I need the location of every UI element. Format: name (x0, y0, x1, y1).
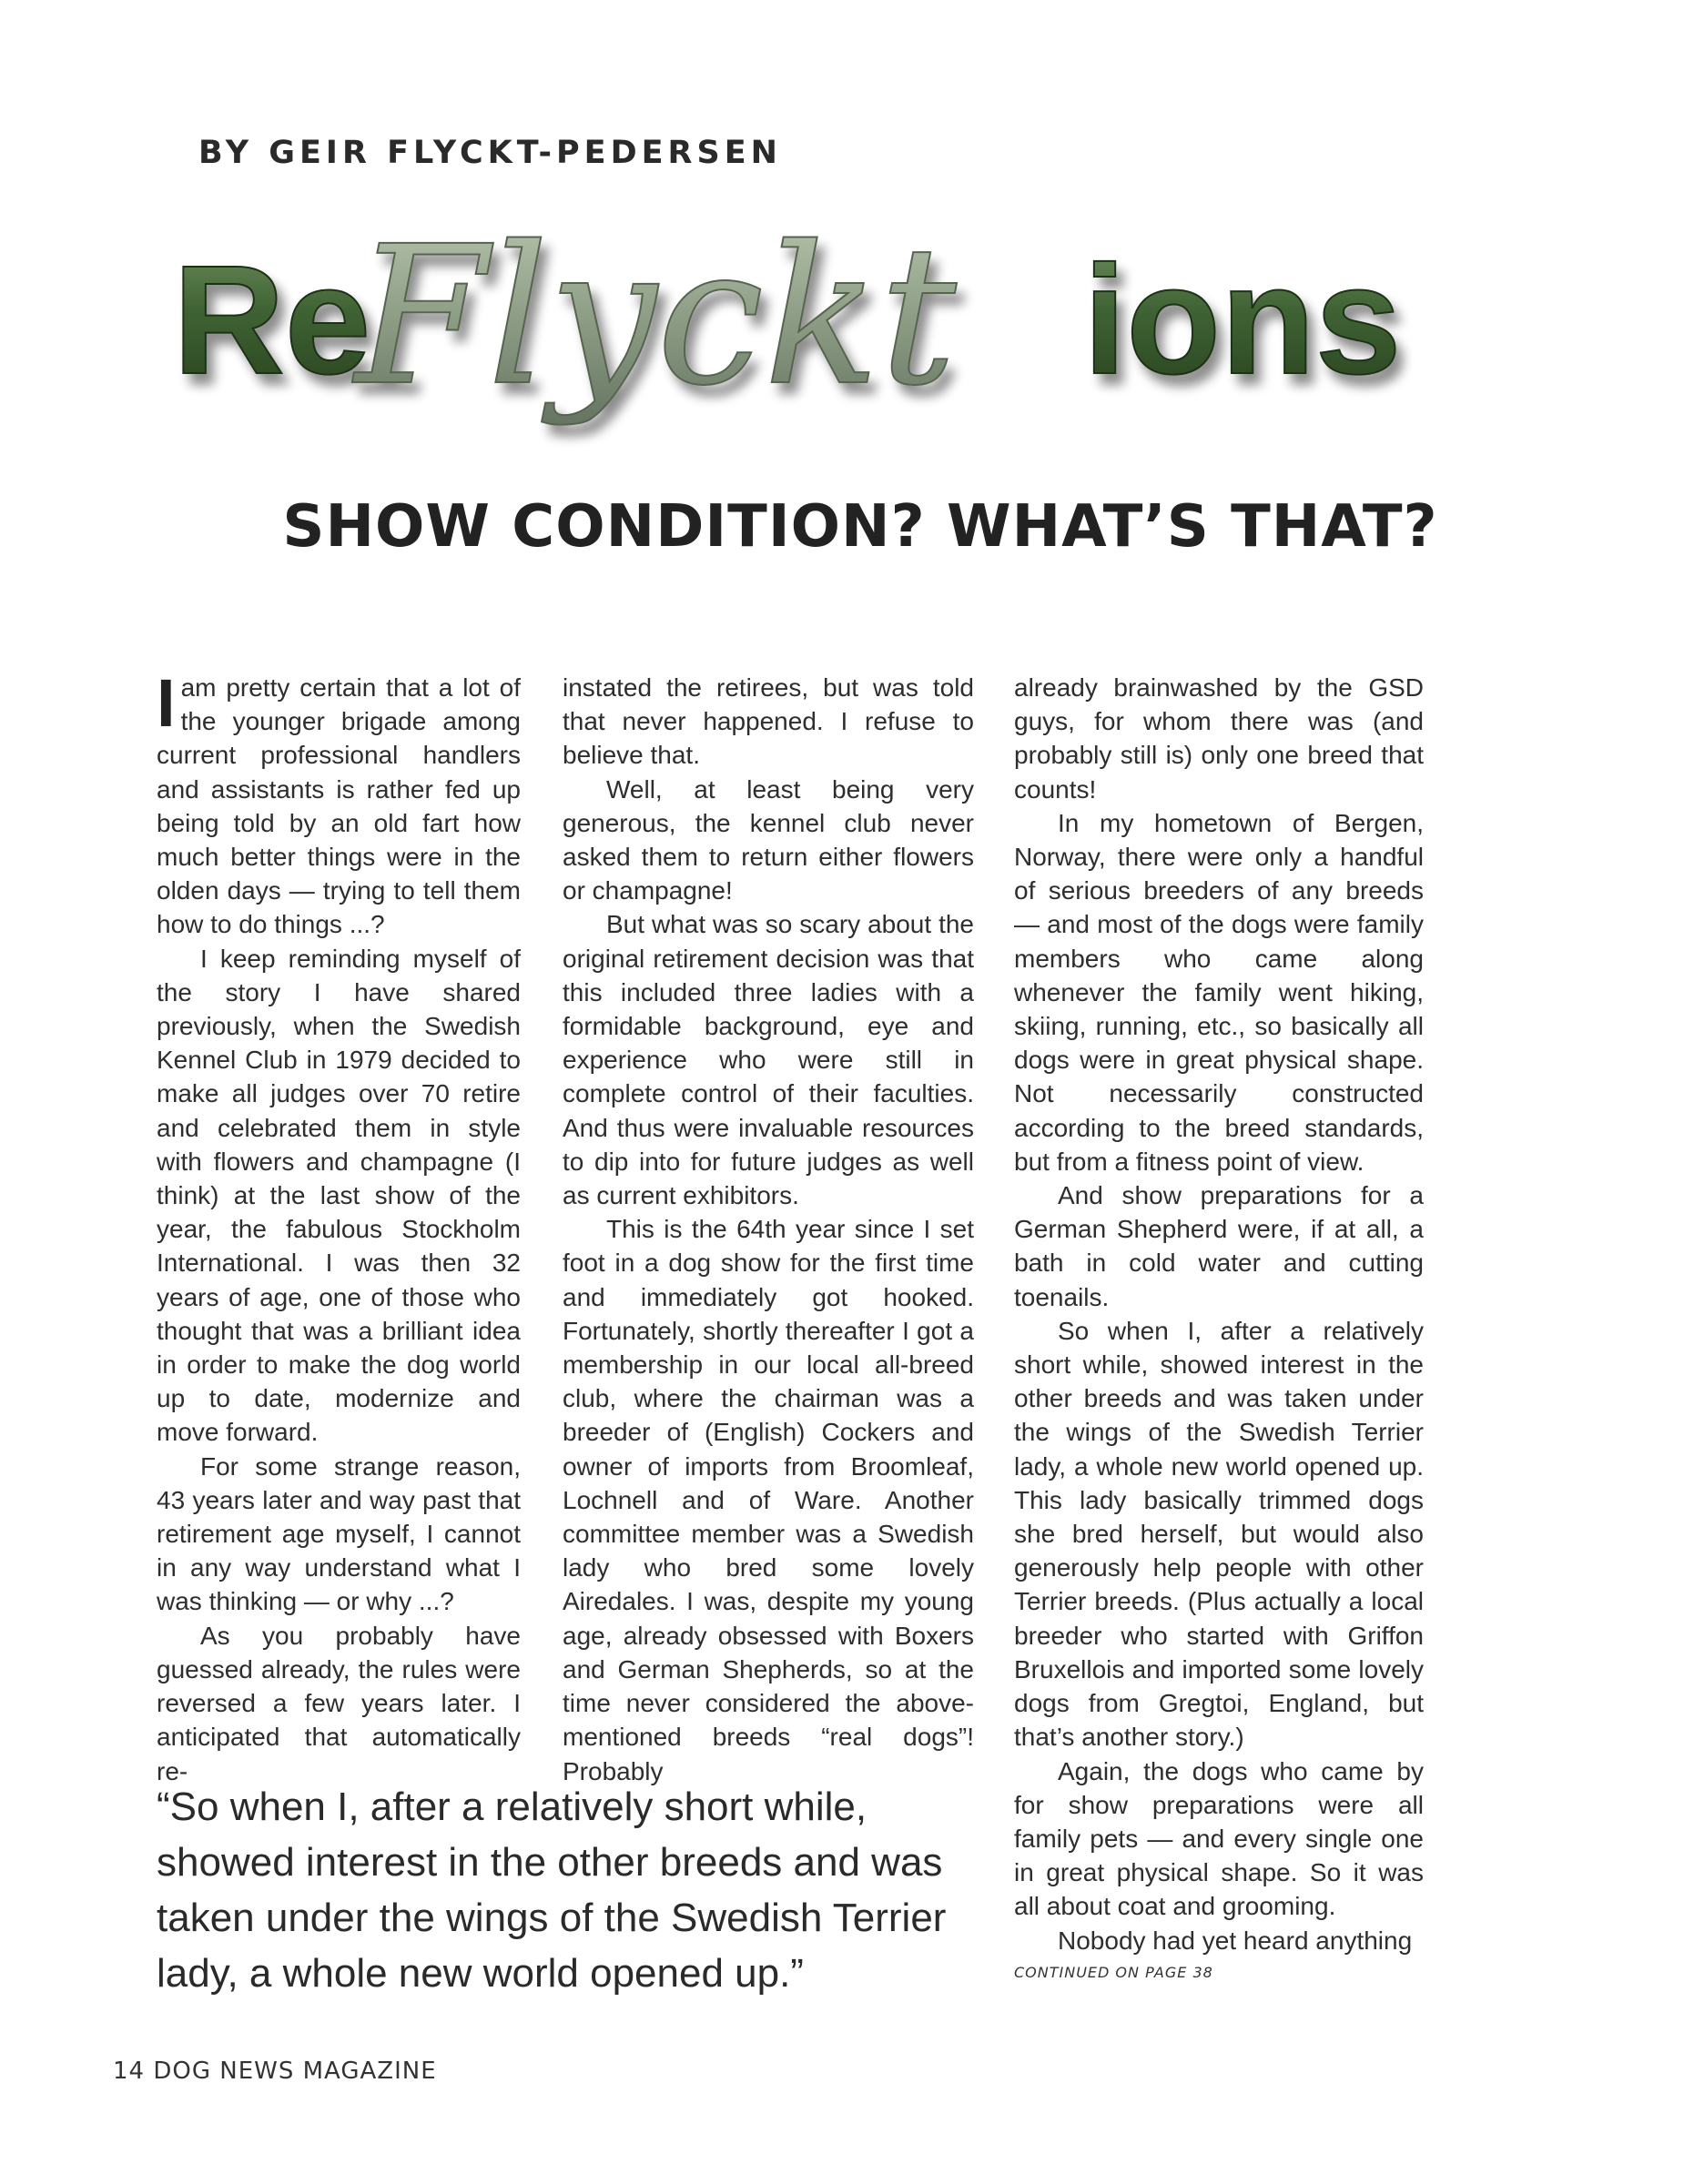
paragraph: Well, at least being very generous, the kennel club never asked them to return either flowers or champagne! (563, 774, 974, 905)
paragraph: instated the retirees, but was told that never happened. I refuse to believe that. (563, 673, 974, 770)
pull-quote: “So when I, after a relatively short while, showed interest in the other breeds and was taken under the wings of the Swedish Terrier lady, a whole new world opened up.” (157, 1785, 947, 1996)
paragraph: And show preparations for a German Shepherd were, if at all, a bath in cold water and cutting toenails. (1014, 1181, 1424, 1311)
paragraph: already brainwashed by the GSD guys, for whom there was (and probably still is) only one breed that counts! (1014, 673, 1424, 804)
byline: BY GEIR FLYCKT-PEDERSEN (198, 135, 782, 171)
logo-suffix: ions (1083, 234, 1402, 407)
paragraph: As you probably have guessed already, the rules were reversed a few years later. I anticipated that automatically re- (157, 1621, 521, 1785)
article-column-3 (1014, 671, 1424, 1957)
paragraph: I keep reminding myself of the story I have shared previously, when the Swedish Kennel Club in 1979 decided to make all judges over 70 retire and celebrated them in style with flowers and champagne (I think) at the last show of the year, the fabulous Stockholm International. I was then 32 years of age, one of those who thought that was a brilliant idea in order to make the dog world up to date, modernize and move forward. (157, 944, 521, 1447)
paragraph: So when I, after a relatively short while, showed interest in the other breeds and was taken under the wings of the Swedish Terrier lady, a whole new world opened up. This lady basically trimmed dogs she bred herself, but would also generously help people with other Terrier breeds. (Plus actually a local breeder who started with Griffon Bruxellois and imported some lovely dogs from Gregtoi, England, but that’s another story.) (1014, 1316, 1424, 1752)
drop-cap: I (157, 665, 176, 741)
paragraph: But what was so scary about the original retirement decision was that this included three ladies with a formidable background, eye and experience who were still in complete control of their faculties. And thus were invaluable resources to dip into for future judges as well as current exhibitors. (563, 910, 974, 1210)
paragraph: This is the 64th year since I set foot in a dog show for the first time and immediately got hooked. Fortunately, shortly thereafter I got a membership in our local all-breed club, where the chairman was a breeder of (English) Cockers and owner of imports from Broomleaf, Lochnell and of Ware. Another committee member was a Swedish lady who bred some lovely Airedales. I was, despite my young age, already obsessed with Boxers and German Shepherds, so at the time never considered the above-mentioned breeds “real dogs”! Probably (563, 1215, 974, 1785)
article-column-1 (157, 665, 521, 1788)
paragraph: For some strange reason, 43 years later and way past that retirement age myself, I cannot in any way understand what I was thinking — or why ...? (157, 1451, 521, 1616)
article-column-2 (563, 671, 974, 1788)
paragraph: In my hometown of Bergen, Norway, there were only a handful of serious breeders of any breeds — and most of the dogs were family members who came along whenever the family went hiking, skiing, running, etc., so basically all dogs were in great physical shape. Not necessarily constructed according to the breed standards, but from a fitness point of view. (1014, 808, 1424, 1176)
reflycktions-logo (173, 146, 1438, 482)
continued-note: CONTINUED ON PAGE 38 (1014, 1964, 1213, 1981)
page-footer: 14 DOG NEWS MAGAZINE (113, 2058, 437, 2085)
headline: SHOW CONDITION? WHAT’S THAT? (282, 493, 1438, 561)
paragraph-text: am pretty certain that a lot of the younger brigade among current professional handlers and assistants is rather fed up being told by an old fart how much better things were in the olden days — trying to tell them how to do things ...? (157, 673, 521, 939)
logo-middle: Flyckt (355, 205, 957, 428)
paragraph: Nobody had yet heard anything (1058, 1926, 1413, 1955)
logo-prefix: Re (173, 234, 371, 407)
paragraph: Again, the dogs who came by for show preparations were all family pets — and every single one in great physical shape. So it was all about coat and grooming. (1014, 1756, 1424, 1921)
paragraph (157, 665, 521, 942)
